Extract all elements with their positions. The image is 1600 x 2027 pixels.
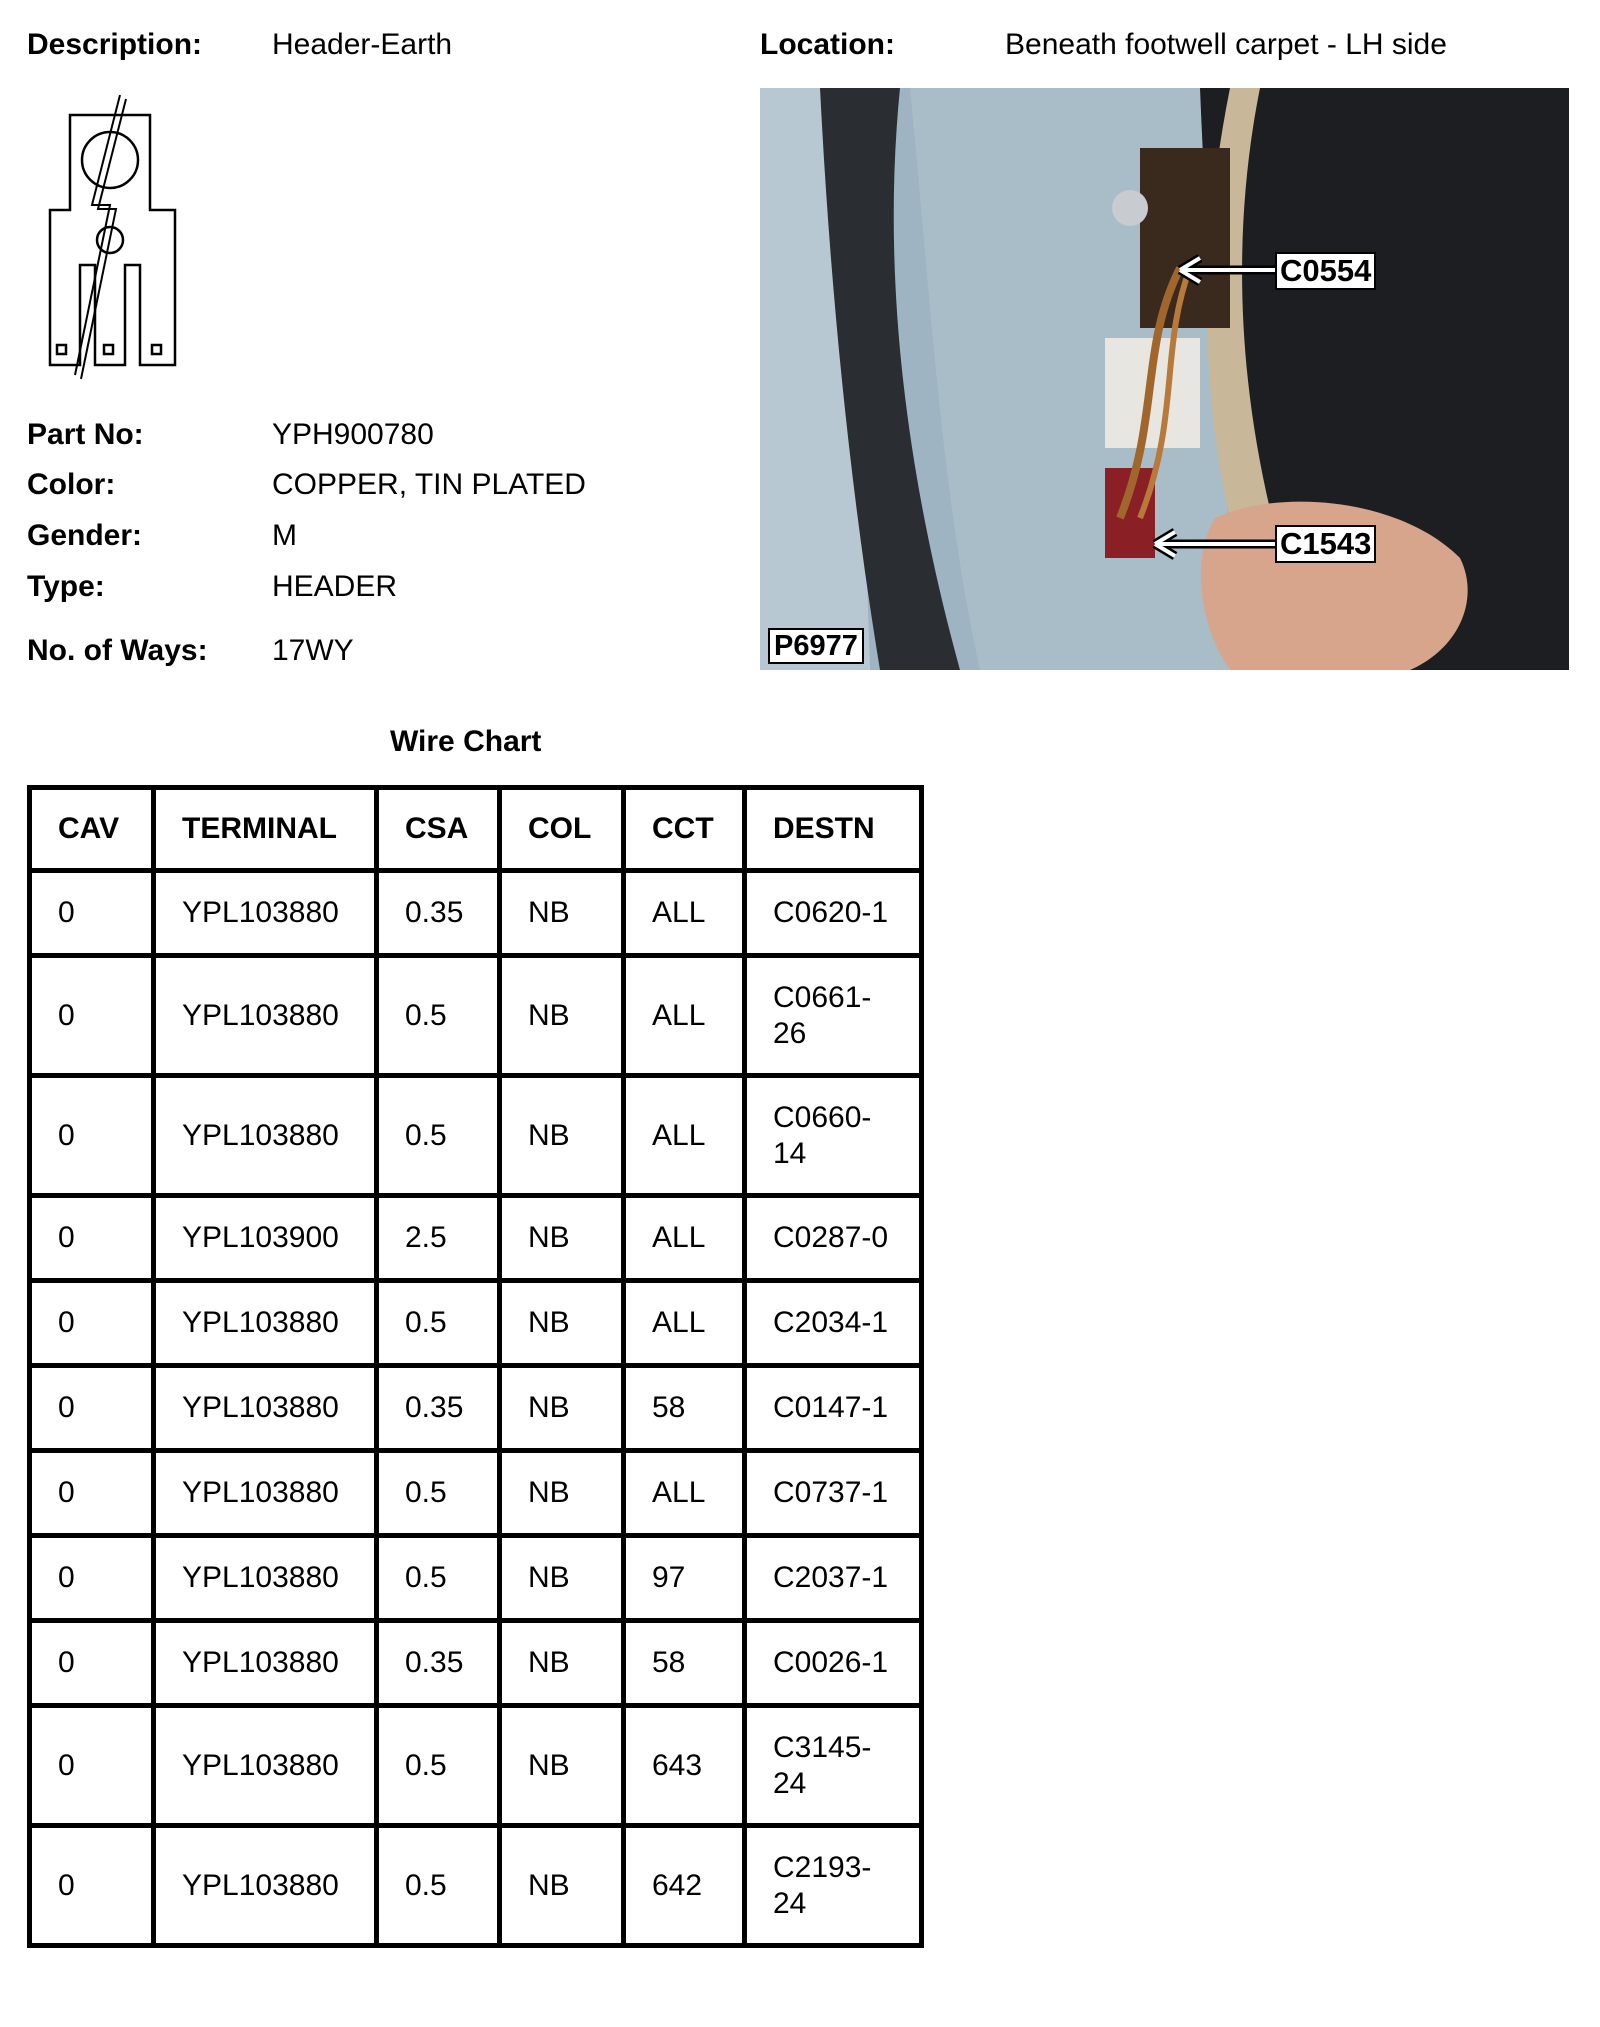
table-row [30,1281,922,1366]
destn-cell: C2193- 24 [745,1826,922,1946]
color-value: COPPER, TIN PLATED [272,468,586,501]
terminal-cell: YPL103880 [154,1536,377,1621]
col-cell: NB [500,1826,624,1946]
cav-cell: 0 [30,1366,154,1451]
cct-cell: 97 [624,1536,745,1621]
destn-cell: C3145- 24 [745,1706,922,1826]
destn-cell: C0147-1 [745,1366,922,1451]
cav-cell: 0 [30,1536,154,1621]
csa-cell: 0.5 [377,1451,500,1536]
col-cell: NB [500,1366,624,1451]
description-label: Description: [27,28,203,61]
csa-cell: 0.5 [377,956,500,1076]
terminal-cell: YPL103880 [154,1076,377,1196]
destn-cell: C0620-1 [745,871,922,956]
col-cell: NB [500,956,624,1076]
col-header-col: COL [500,788,624,871]
cct-cell: ALL [624,871,745,956]
wire-chart-body [30,871,922,1946]
callout-c1543: C1543 [1275,525,1376,563]
callout-c0554: C0554 [1275,252,1376,290]
ways-value: 17WY [272,634,354,667]
terminal-cell: YPL103880 [154,1621,377,1706]
destn-cell: C0661- 26 [745,956,922,1076]
cct-cell: ALL [624,956,745,1076]
gender-label: Gender: [27,519,143,552]
terminal-cell: YPL103880 [154,1451,377,1536]
terminal-cell: YPL103880 [154,1281,377,1366]
csa-cell: 0.5 [377,1281,500,1366]
col-cell: NB [500,871,624,956]
cav-cell: 0 [30,1076,154,1196]
col-cell: NB [500,1076,624,1196]
cct-cell: ALL [624,1196,745,1281]
col-cell: NB [500,1196,624,1281]
cav-cell: 0 [30,1621,154,1706]
type-value: HEADER [272,570,398,603]
csa-cell: 0.35 [377,1621,500,1706]
wire-chart-header-row [30,788,922,871]
location-value: Beneath footwell carpet - LH side [1005,28,1447,61]
table-row [30,1826,922,1946]
cct-cell: 642 [624,1826,745,1946]
cct-cell: ALL [624,1451,745,1536]
table-row [30,956,922,1076]
cct-cell: 58 [624,1366,745,1451]
destn-cell: C0026-1 [745,1621,922,1706]
color-label: Color: [27,468,116,501]
table-row [30,1076,922,1196]
table-row [30,1196,922,1281]
type-label: Type: [27,570,105,603]
cav-cell: 0 [30,1706,154,1826]
part-no-value: YPH900780 [272,418,434,451]
part-no-label: Part No: [27,418,144,451]
cav-cell: 0 [30,1826,154,1946]
table-row [30,871,922,956]
csa-cell: 0.5 [377,1826,500,1946]
wire-chart-title: Wire Chart [390,725,542,758]
table-row [30,1621,922,1706]
gender-value: M [272,519,297,552]
terminal-cell: YPL103880 [154,1826,377,1946]
description-value: Header-Earth [272,28,453,61]
terminal-cell: YPL103880 [154,1366,377,1451]
cav-cell: 0 [30,1196,154,1281]
table-row [30,1366,922,1451]
col-header-cct: CCT [624,788,745,871]
col-cell: NB [500,1621,624,1706]
location-label: Location: [760,28,895,61]
table-row [30,1706,922,1826]
cav-cell: 0 [30,1281,154,1366]
col-cell: NB [500,1451,624,1536]
cct-cell: 643 [624,1706,745,1826]
cct-cell: ALL [624,1076,745,1196]
terminal-cell: YPL103880 [154,956,377,1076]
destn-cell: C0660- 14 [745,1076,922,1196]
table-row [30,1536,922,1621]
cav-cell: 0 [30,1451,154,1536]
col-header-csa: CSA [377,788,500,871]
terminal-cell: YPL103900 [154,1196,377,1281]
csa-cell: 0.5 [377,1536,500,1621]
cct-cell: 58 [624,1621,745,1706]
terminal-cell: YPL103880 [154,871,377,956]
col-cell: NB [500,1706,624,1826]
location-photo [760,88,1569,670]
destn-cell: C2037-1 [745,1536,922,1621]
table-row [30,1451,922,1536]
destn-cell: C2034-1 [745,1281,922,1366]
terminal-cell: YPL103880 [154,1706,377,1826]
earth-header-diagram [30,95,190,380]
csa-cell: 0.35 [377,1366,500,1451]
csa-cell: 0.5 [377,1706,500,1826]
col-header-destn: DESTN [745,788,922,871]
csa-cell: 0.35 [377,871,500,956]
cav-cell: 0 [30,871,154,956]
destn-cell: C0737-1 [745,1451,922,1536]
col-cell: NB [500,1536,624,1621]
cct-cell: ALL [624,1281,745,1366]
csa-cell: 2.5 [377,1196,500,1281]
csa-cell: 0.5 [377,1076,500,1196]
photo-id: P6977 [768,628,864,664]
ways-label: No. of Ways: [27,634,208,667]
cav-cell: 0 [30,956,154,1076]
col-cell: NB [500,1281,624,1366]
col-header-terminal: TERMINAL [154,788,377,871]
col-header-cav: CAV [30,788,154,871]
destn-cell: C0287-0 [745,1196,922,1281]
wire-chart-table [27,785,924,1948]
